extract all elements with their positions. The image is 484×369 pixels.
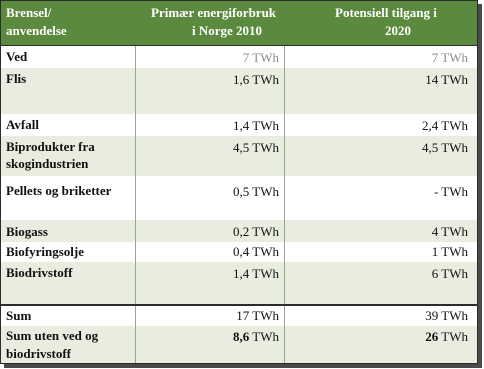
row-label: Avfall <box>6 117 39 132</box>
row-label: Biodrivstoff <box>6 265 73 280</box>
row-potential-2020: 39 TWh <box>425 308 468 323</box>
row-primary-2010: 1,4 TWh <box>233 266 279 281</box>
table-row <box>1 306 477 326</box>
row-label: Pellets og briketter <box>6 183 112 198</box>
table-row <box>1 114 477 136</box>
row-label-line1: Sum uten ved og <box>6 328 99 343</box>
row-potential-2020: 4,5 TWh <box>422 140 468 155</box>
row-primary-2010: 17 TWh <box>236 308 279 323</box>
row-primary-2010: 1,4 TWh <box>233 118 279 133</box>
row-potential-2020: 4 TWh <box>431 224 468 239</box>
table-row <box>1 136 477 176</box>
header-col3-line2: 2020 <box>385 23 411 38</box>
row-label-line1: Biprodukter fra <box>6 139 95 154</box>
row-potential-2020: 14 TWh <box>425 72 468 87</box>
row-label: Ved <box>6 49 28 64</box>
row-label: Biofyringsolje <box>6 244 84 259</box>
row-primary-2010: 0,5 TWh <box>233 184 279 199</box>
row-primary-2010: 0,2 TWh <box>233 224 279 239</box>
header-col3-line1: Potensiell tilgang i <box>335 5 437 20</box>
row-potential-2020: 7 TWh <box>431 50 468 65</box>
table-row <box>1 46 477 68</box>
row-potential-2020: 1 TWh <box>431 244 468 259</box>
row-label-line2: biodrivstoff <box>6 346 71 361</box>
header-col1-line1: Brensel/ <box>6 5 52 20</box>
table-header <box>1 1 477 46</box>
header-col2-line1: Primær energiforbruk <box>151 5 277 20</box>
table-row <box>1 176 477 220</box>
table-row <box>1 326 477 363</box>
row-potential-2020: 2,4 TWh <box>422 118 468 133</box>
header-col1-line2: anvendelse <box>6 23 67 38</box>
row-potential-2020: - TWh <box>433 184 468 199</box>
row-potential-2020 <box>425 328 468 346</box>
value-number: 8,6 <box>233 329 250 344</box>
table-row <box>1 68 477 114</box>
row-potential-2020: 6 TWh <box>431 266 468 281</box>
table-row <box>1 220 477 242</box>
row-primary-2010: 7 TWh <box>242 50 279 65</box>
table-row <box>1 262 477 304</box>
row-primary-2010: 4,5 TWh <box>233 140 279 155</box>
row-label: Flis <box>6 71 27 86</box>
row-label-line2: skogindustrien <box>6 156 89 171</box>
table-row <box>1 242 477 262</box>
value-number: 26 <box>425 329 439 344</box>
row-label: Biogass <box>6 224 48 239</box>
header-col2-line2: i Norge 2010 <box>192 23 263 38</box>
row-label: Sum <box>6 308 32 323</box>
value-unit: TWh <box>252 329 279 344</box>
row-primary-2010 <box>233 328 279 346</box>
value-unit: TWh <box>441 329 468 344</box>
row-primary-2010: 0,4 TWh <box>233 244 279 259</box>
row-primary-2010: 1,6 TWh <box>233 72 279 87</box>
